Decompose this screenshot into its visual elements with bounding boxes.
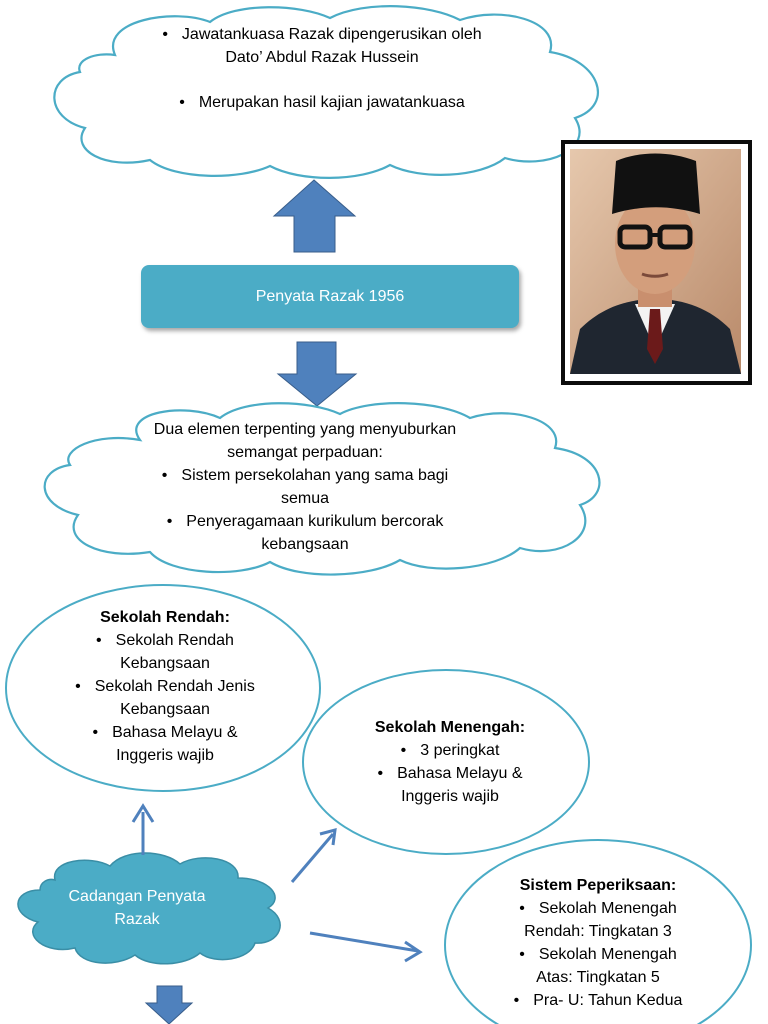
rendah-bullet-1: • Sekolah Rendah bbox=[40, 629, 290, 652]
cadangan-line-2: Razak bbox=[114, 911, 160, 928]
middle-bullet-1-cont: semua bbox=[280, 490, 330, 507]
down-arrow-1 bbox=[278, 342, 356, 406]
peperiksaan-title: Sistem Peperiksaan: bbox=[519, 877, 677, 894]
menengah-bullet-1: • 3 peringkat bbox=[340, 739, 560, 762]
periksa-bullet-1-cont: Rendah: Tingkatan 3 bbox=[524, 923, 672, 940]
rendah-bullet-3: • Bahasa Melayu & bbox=[40, 721, 290, 744]
top-cloud-text bbox=[112, 23, 532, 114]
middle-bullet-2-cont: kebangsaan bbox=[261, 536, 349, 553]
peperiksaan-text bbox=[478, 874, 718, 1012]
penyata-razak-box bbox=[141, 265, 519, 328]
middle-bullet-2: • Penyeragamaan kurikulum bercorak bbox=[110, 510, 500, 533]
rendah-bullet-2: • Sekolah Rendah Jenis bbox=[40, 675, 290, 698]
periksa-bullet-1: • Sekolah Menengah bbox=[478, 897, 718, 920]
portrait-icon bbox=[570, 149, 741, 374]
portrait-frame bbox=[561, 140, 752, 385]
rendah-bullet-1-cont: Kebangsaan bbox=[120, 655, 210, 672]
portrait-photo bbox=[565, 144, 748, 381]
rendah-bullet-3-cont: Inggeris wajib bbox=[116, 747, 214, 764]
middle-intro-2: semangat perpaduan: bbox=[227, 444, 383, 461]
top-bullet-2: • Merupakan hasil kajian jawatankuasa bbox=[112, 91, 532, 114]
arrow-to-rendah bbox=[133, 806, 153, 855]
menengah-bullet-2-cont: Inggeris wajib bbox=[401, 788, 499, 805]
arrow-to-peperiksaan bbox=[310, 933, 420, 961]
periksa-bullet-3: • Pra- U: Tahun Kedua bbox=[478, 989, 718, 1012]
middle-cloud-text bbox=[110, 418, 500, 556]
sekolah-menengah-text bbox=[340, 716, 560, 808]
menengah-bullet-2: • Bahasa Melayu & bbox=[340, 762, 560, 785]
middle-bullet-1: • Sistem persekolahan yang sama bagi bbox=[110, 464, 500, 487]
periksa-bullet-2-cont: Atas: Tingkatan 5 bbox=[536, 969, 660, 986]
top-bullet-1-cont: Dato’ Abdul Razak Hussein bbox=[225, 49, 419, 66]
sekolah-rendah-title: Sekolah Rendah: bbox=[100, 609, 230, 626]
rendah-bullet-2-cont: Kebangsaan bbox=[120, 701, 210, 718]
arrow-to-menengah bbox=[292, 830, 335, 882]
cadangan-cloud-label bbox=[52, 885, 222, 931]
middle-intro-1: Dua elemen terpenting yang menyuburkan bbox=[153, 421, 457, 438]
sekolah-menengah-title: Sekolah Menengah: bbox=[374, 719, 526, 736]
periksa-bullet-2: • Sekolah Menengah bbox=[478, 943, 718, 966]
down-arrow-2 bbox=[146, 986, 192, 1024]
up-arrow bbox=[274, 180, 355, 252]
cadangan-line-1: Cadangan Penyata bbox=[68, 888, 206, 905]
penyata-razak-label: Penyata Razak 1956 bbox=[255, 287, 405, 305]
top-bullet-1: • Jawatankuasa Razak dipengerusikan oleh bbox=[112, 23, 532, 46]
sekolah-rendah-text bbox=[40, 606, 290, 767]
